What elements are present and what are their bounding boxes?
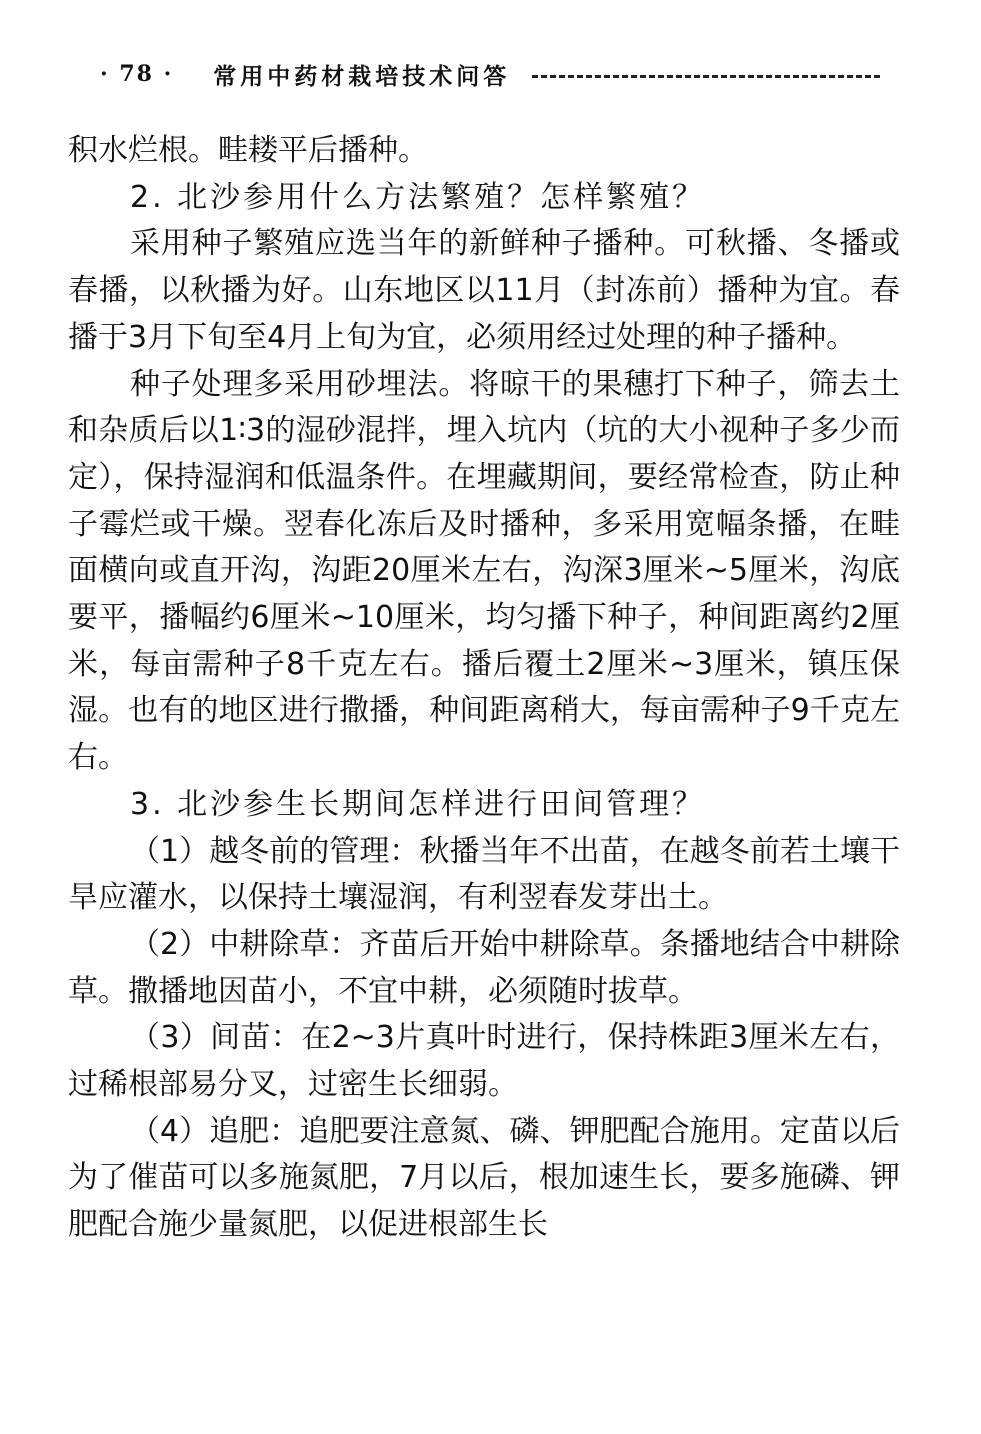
page-number: · 78 · xyxy=(100,61,174,87)
header-rule xyxy=(532,75,880,78)
paragraph: 采用种子繁殖应选当年的新鲜种子播种。可秋播、冬播或春播，以秋播为好。山东地区以11月（封冻前）播种为宜。春播于3月下旬至4月上旬为宜，必须用经过处理的种子播种。 xyxy=(68,226,900,355)
paragraph-continuation: 积水烂根。畦耧平后播种。 xyxy=(68,133,428,168)
paragraph: 种子处理多采用砂埋法。将晾干的果穗打下种子，筛去土和杂质后以1∶3的湿砂混拌，埋入坑内（坑的大小视种子多少而定），保持湿润和低温条件。在埋藏期间，要经常检查，防止种子霉烂或干燥。翌春化冻后及时播种，多采用宽幅条播，在畦面横向或直开沟，沟距20厘米左右，沟深3厘米~5厘米，沟底要平，播幅约6厘米~10厘米，均匀播下种子，种间距离约2厘米，每亩需种子8千克左右。播后覆土2厘米~3厘米，镇压保湿。也有的地区进行撒播，种间距离稍大，每亩需种子9千克左右。 xyxy=(68,366,900,776)
page-body xyxy=(68,128,900,1249)
list-item: （2）中耕除草：齐苗后开始中耕除草。条播地结合中耕除草。撒播地因苗小，不宜中耕，必须随时拔草。 xyxy=(68,926,900,1009)
list-item: （1）越冬前的管理：秋播当年不出苗，在越冬前若土壤干旱应灌水，以保持土壤湿润，有利翌春发芽出土。 xyxy=(68,833,900,916)
question-heading-2: 2. 北沙参用什么方法繁殖？怎样繁殖？ xyxy=(130,179,706,215)
list-item: （4）追肥：追肥要注意氮、磷、钾肥配合施用。定苗以后为了催苗可以多施氮肥，7月以后，根加速生长，要多施磷、钾肥配合施少量氮肥，以促进根部生长 xyxy=(68,1113,900,1243)
book-title: 常用中药材栽培技术问答 xyxy=(213,62,511,90)
question-heading-3: 3. 北沙参生长期间怎样进行田间管理？ xyxy=(130,786,706,822)
page-header xyxy=(100,58,880,90)
list-item: （3）间苗：在2~3片真叶时进行，保持株距3厘米左右，过稀根部易分叉，过密生长细弱。 xyxy=(68,1020,900,1103)
